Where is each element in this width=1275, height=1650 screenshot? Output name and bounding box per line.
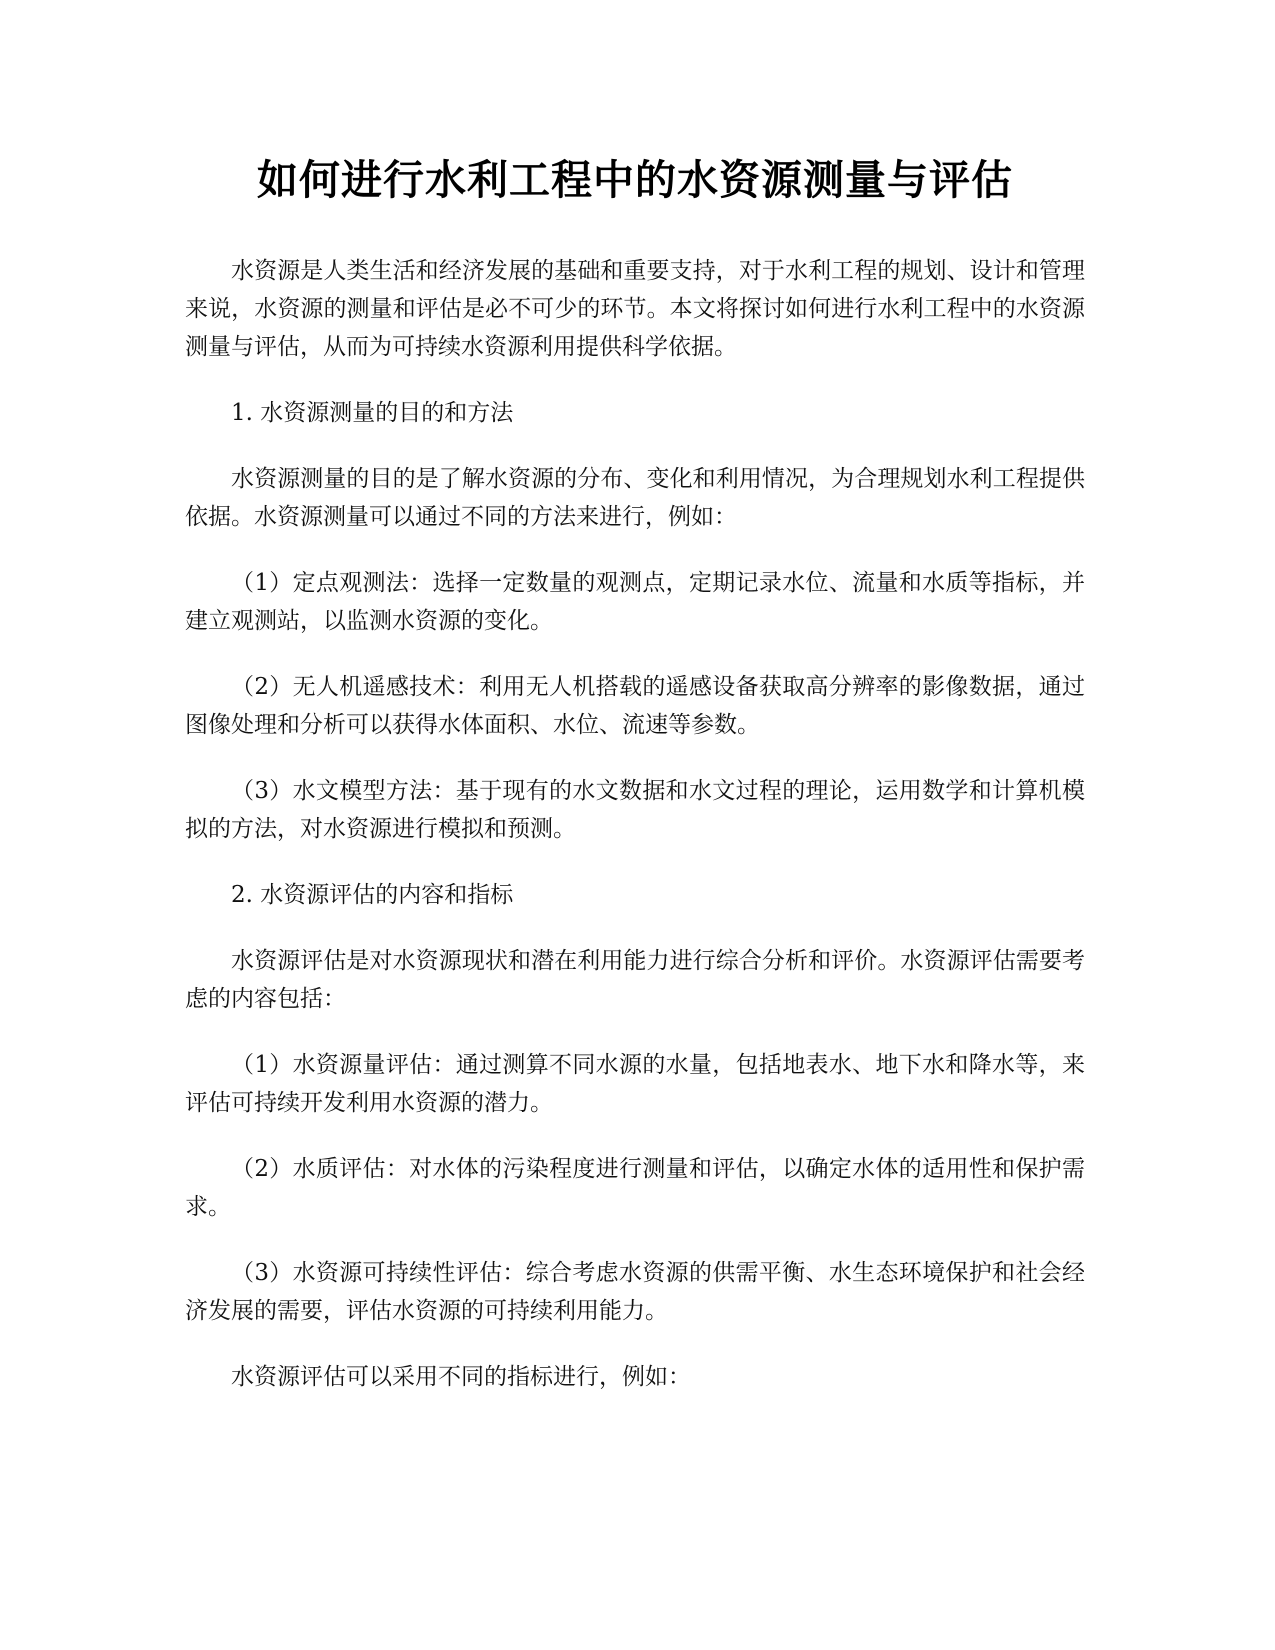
document-page — [185, 150, 1085, 1424]
section-2-closing: 水资源评估可以采用不同的指标进行，例如： — [231, 1364, 691, 1390]
section-2-intro: 水资源评估是对水资源现状和潜在利用能力进行综合分析和评价。水资源评估需要考虑的内容包括： — [185, 948, 1085, 1012]
section-1-item-3: （3）水文模型方法：基于现有的水文数据和水文过程的理论，运用数学和计算机模拟的方法，对水资源进行模拟和预测。 — [185, 778, 1085, 842]
section-1-item-1: （1）定点观测法：选择一定数量的观测点，定期记录水位、流量和水质等指标，并建立观测站，以监测水资源的变化。 — [185, 570, 1085, 634]
section-2-heading: 2. 水资源评估的内容和指标 — [231, 882, 514, 908]
section-1-heading: 1. 水资源测量的目的和方法 — [231, 400, 514, 426]
section-2-item-3: （3）水资源可持续性评估：综合考虑水资源的供需平衡、水生态环境保护和社会经济发展的需要，评估水资源的可持续利用能力。 — [185, 1260, 1085, 1324]
section-1-item-2: （2）无人机遥感技术：利用无人机搭载的遥感设备获取高分辨率的影像数据，通过图像处理和分析可以获得水体面积、水位、流速等参数。 — [185, 674, 1085, 738]
intro-paragraph: 水资源是人类生活和经济发展的基础和重要支持，对于水利工程的规划、设计和管理来说，水资源的测量和评估是必不可少的环节。本文将探讨如何进行水利工程中的水资源测量与评估，从而为可持续水资源利用提供科学依据。 — [185, 258, 1085, 360]
section-2-item-1: （1）水资源量评估：通过测算不同水源的水量，包括地表水、地下水和降水等，来评估可持续开发利用水资源的潜力。 — [185, 1052, 1085, 1116]
section-1-intro: 水资源测量的目的是了解水资源的分布、变化和利用情况，为合理规划水利工程提供依据。水资源测量可以通过不同的方法来进行，例如： — [185, 466, 1085, 530]
section-2-item-2: （2）水质评估：对水体的污染程度进行测量和评估，以确定水体的适用性和保护需求。 — [185, 1156, 1085, 1220]
document-title: 如何进行水利工程中的水资源测量与评估 — [257, 156, 1013, 204]
